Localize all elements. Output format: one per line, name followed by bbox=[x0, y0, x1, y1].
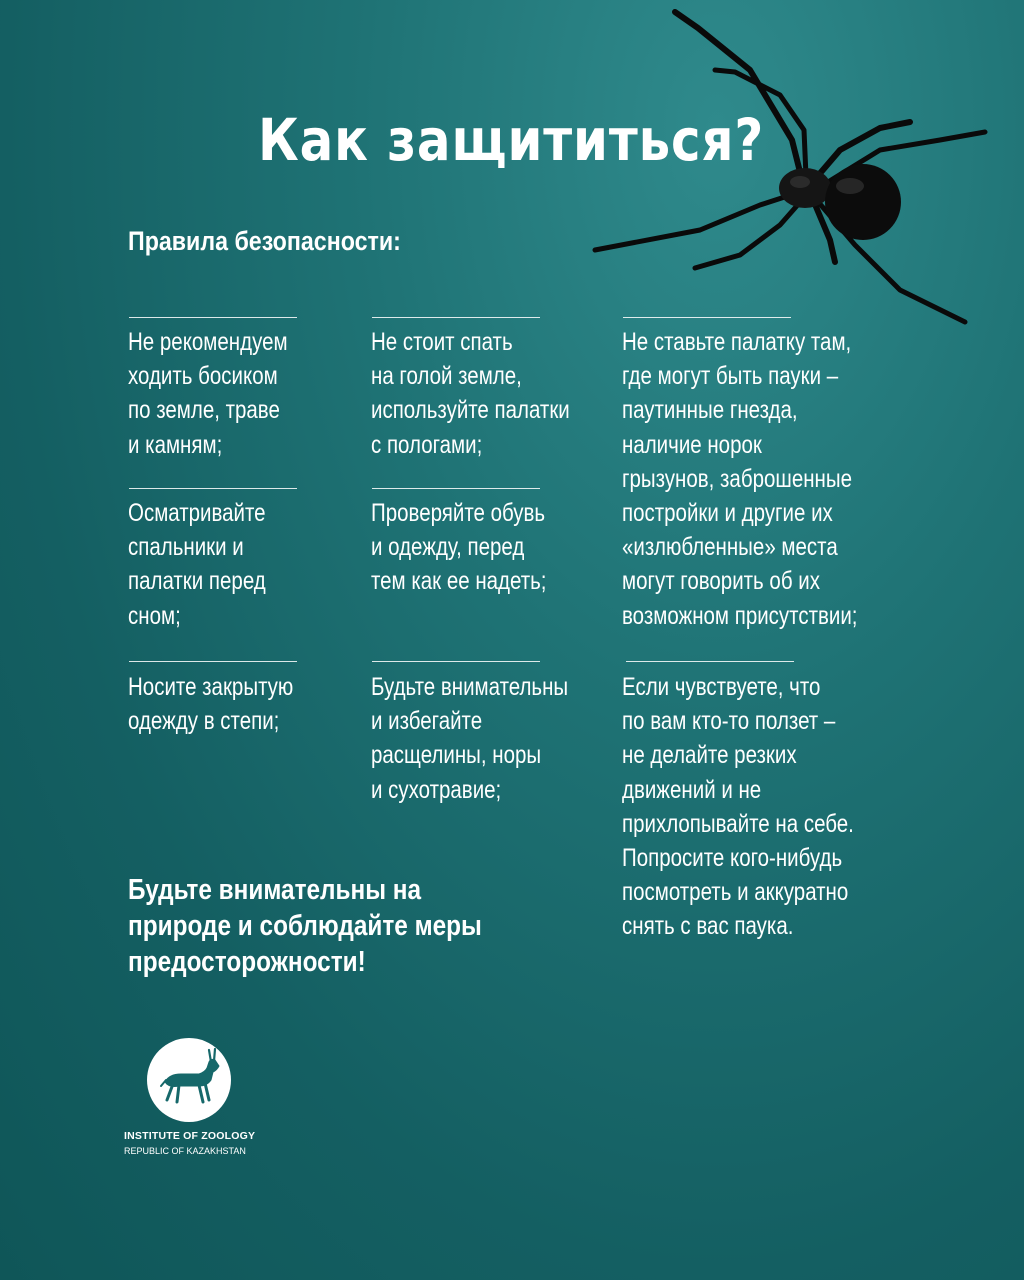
logo-subtitle: REPUBLIC OF KAZAKHSTAN bbox=[124, 1146, 246, 1156]
divider bbox=[623, 317, 791, 318]
saiga-antelope-icon bbox=[147, 1038, 231, 1122]
logo-name: INSTITUTE OF ZOOLOGY bbox=[124, 1130, 256, 1142]
rule-item: Не стоит спать на голой земле, используйте палатки с пологами; bbox=[371, 328, 570, 459]
rule-item: Будьте внимательны и избегайте расщелины, норы и сухотравие; bbox=[371, 673, 569, 804]
divider bbox=[129, 317, 297, 318]
rule-item: Носите закрытую одежду в степи; bbox=[128, 673, 294, 736]
closing-note: Будьте внимательны на природе и соблюдайте меры предосторожности! bbox=[128, 874, 482, 978]
logo bbox=[147, 1038, 231, 1122]
divider bbox=[129, 488, 297, 489]
divider bbox=[129, 661, 297, 662]
safety-rules-heading: Правила безопасности: bbox=[128, 226, 401, 256]
rule-item: Если чувствуете, что по вам кто-то ползет – не делайте резких движений и не прихлопывайте на себе. Попросите кого-нибудь посмотреть и аккуратно снять с вас паука. bbox=[622, 673, 854, 941]
page-title: Как защититься? bbox=[258, 106, 765, 174]
rule-item: Проверяйте обувь и одежду, перед тем как ее надеть; bbox=[371, 499, 547, 596]
divider bbox=[372, 488, 540, 489]
divider bbox=[372, 317, 540, 318]
divider bbox=[626, 661, 794, 662]
rule-item: Осматривайте спальники и палатки перед сном; bbox=[128, 499, 266, 630]
rule-item: Не ставьте палатку там, где могут быть пауки – паутинные гнезда, наличие норок грызунов, заброшенные постройки и другие их «излюбленные» места могут говорить об их возможном присутствии; bbox=[622, 328, 858, 630]
divider bbox=[372, 661, 540, 662]
rule-item: Не рекомендуем ходить босиком по земле, траве и камням; bbox=[128, 328, 288, 459]
